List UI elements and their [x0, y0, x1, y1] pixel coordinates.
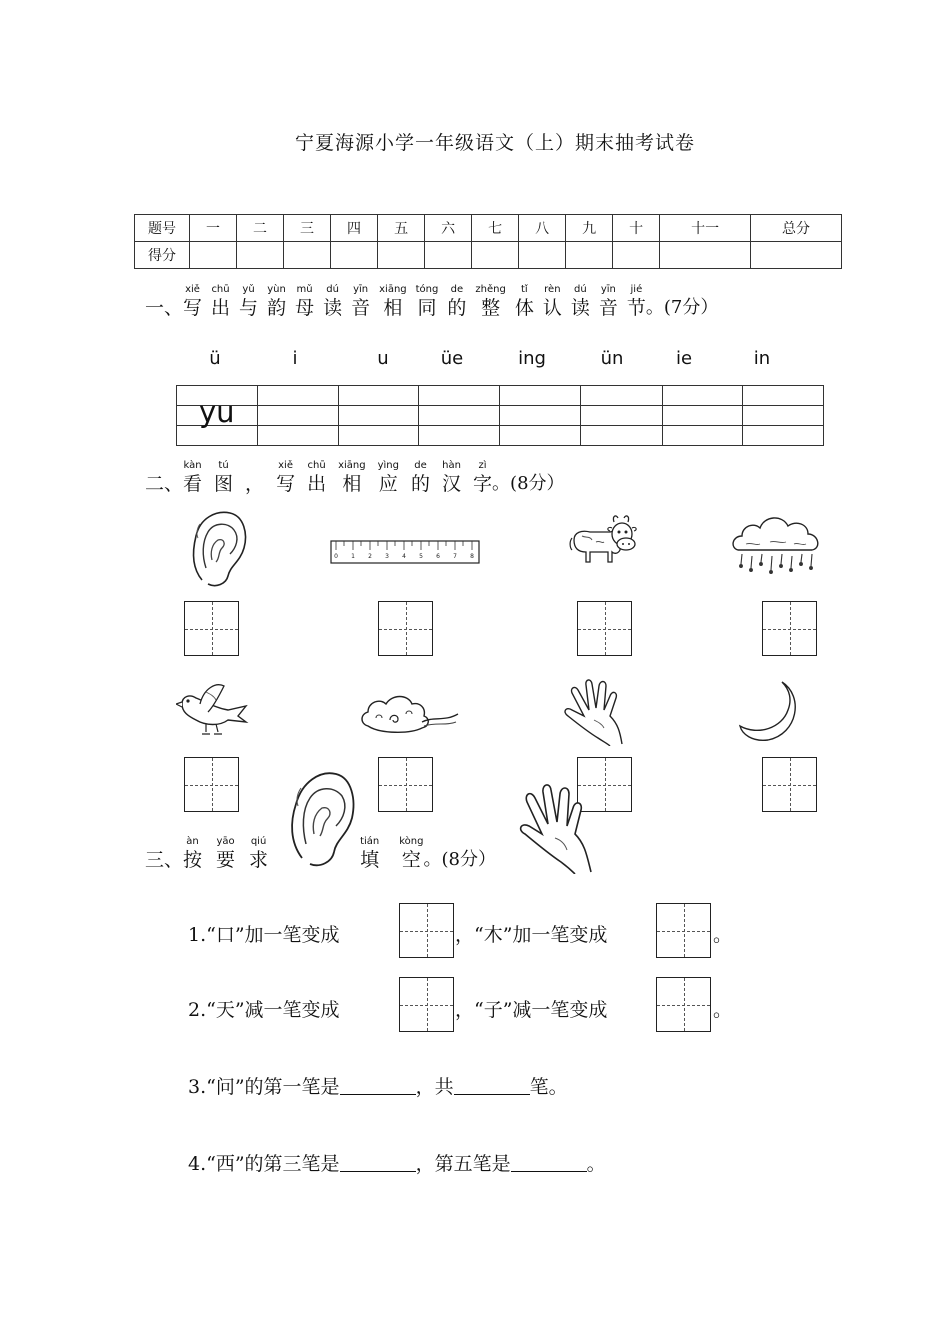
hanzi: 体 [514, 297, 534, 319]
question-4-part-b: ，第五笔是 [415, 1153, 511, 1175]
hanzi: 母 [295, 297, 315, 319]
hanzi: 音 [351, 297, 371, 319]
pinyin: chū [211, 284, 230, 295]
ruler-tick-label: 4 [402, 553, 406, 560]
tianzige-box[interactable] [378, 757, 433, 812]
tianzige-box[interactable] [378, 601, 433, 656]
pinyin: dú [326, 284, 339, 295]
hanzi: 音 [598, 297, 618, 319]
ruler-tick-label: 8 [470, 553, 474, 560]
hanzi: 出 [211, 297, 231, 319]
tianzige-box[interactable] [399, 977, 454, 1032]
score-table-score-row [135, 242, 842, 269]
question-1-part-b: ，“木”加一笔变成 [455, 924, 608, 946]
pinyin: chū [307, 460, 326, 471]
pinyin: kòng [399, 836, 424, 847]
pinyin: jié [630, 284, 643, 295]
pinyin: zhěng [475, 284, 506, 295]
table-cell: 十一 [660, 215, 751, 242]
hanzi: 相 [383, 297, 403, 319]
hanzi: 按 [183, 849, 203, 871]
hanzi: 看 [183, 473, 203, 495]
final-label: ing [518, 348, 546, 369]
section-number: 二、 [145, 473, 184, 495]
question-2-part-b: ，“子”减一笔变成 [455, 999, 608, 1021]
table-cell: 八 [519, 215, 566, 242]
table-cell: 总分 [751, 215, 842, 242]
question-4-end: 。 [586, 1153, 606, 1175]
pinyin: tǐ [520, 284, 528, 295]
pinyin: zì [478, 460, 487, 471]
hanzi: 求 [249, 849, 269, 871]
sample-answer: yu [199, 395, 235, 429]
tianzige-box[interactable] [762, 757, 817, 812]
question-3-part-b: ，共 [415, 1076, 454, 1098]
score-cell[interactable] [751, 242, 842, 269]
hand-picture [558, 676, 630, 746]
ruler-tick-label: 0 [334, 553, 338, 560]
hanzi: 应 [378, 473, 398, 495]
section-number: 三、 [145, 849, 184, 871]
score-cell[interactable] [472, 242, 519, 269]
table-cell: 四 [331, 215, 378, 242]
hanzi: 的 [447, 297, 467, 319]
hanzi: 认 [542, 297, 562, 319]
table-cell: 九 [566, 215, 613, 242]
hanzi: 要 [216, 849, 236, 871]
question-1-end: 。 [713, 924, 733, 946]
hanzi: 写 [276, 473, 296, 495]
hanzi: 读 [323, 297, 343, 319]
score-cell[interactable] [425, 242, 472, 269]
fill-blank[interactable] [340, 1074, 416, 1095]
section-score: 。(8分） [423, 849, 496, 870]
section2-heading [145, 458, 565, 495]
ruler-tick-label: 7 [453, 553, 457, 560]
final-label: i [292, 348, 298, 369]
answer-grid[interactable] [176, 385, 824, 446]
table-cell: 七 [472, 215, 519, 242]
section-score: 。(8分） [492, 473, 565, 494]
pinyin: tián [360, 836, 380, 847]
pinyin: yīn [600, 284, 616, 295]
score-cell[interactable] [237, 242, 284, 269]
pinyin: yīn [353, 284, 369, 295]
final-label: üe [440, 348, 464, 369]
pinyin: yāo [216, 836, 235, 847]
hand-picture [515, 778, 599, 874]
ear-picture [188, 508, 250, 588]
tianzige-box[interactable] [762, 601, 817, 656]
pinyin: dú [574, 284, 587, 295]
tianzige-box[interactable] [184, 601, 239, 656]
hanzi: 与 [239, 297, 259, 319]
score-cell[interactable] [519, 242, 566, 269]
score-table-header-row [135, 215, 842, 242]
table-cell: 六 [425, 215, 472, 242]
question-3-part-a: 3.“问”的第一笔是 [188, 1076, 340, 1098]
pinyin: àn [186, 836, 199, 847]
tianzige-box[interactable] [656, 977, 711, 1032]
score-cell[interactable] [284, 242, 331, 269]
fill-blank[interactable] [340, 1151, 416, 1172]
section1-heading [145, 282, 718, 319]
table-cell: 得分 [135, 242, 190, 269]
hanzi: 读 [570, 297, 590, 319]
table-cell: 五 [378, 215, 425, 242]
question-4-part-a: 4.“西”的第三笔是 [188, 1153, 340, 1175]
hanzi: 汉 [442, 473, 462, 495]
fill-blank[interactable] [454, 1074, 530, 1095]
pinyin: xiě [185, 284, 200, 295]
hanzi: 相 [342, 473, 362, 495]
question-2-part-a: 2.“天”减一笔变成 [188, 999, 340, 1021]
cow-picture [568, 512, 640, 570]
hanzi: 同 [417, 297, 437, 319]
ruler-tick-label: 5 [419, 553, 423, 560]
pinyin: rèn [544, 284, 561, 295]
hanzi: 整 [481, 297, 501, 319]
pinyin: kàn [183, 460, 202, 471]
hanzi: 韵 [267, 297, 287, 319]
pinyin: yǔ [242, 284, 255, 295]
ruler-picture [330, 538, 482, 568]
pinyin: tóng [415, 284, 439, 295]
rain-cloud-picture [730, 512, 822, 582]
question-2-end: 。 [713, 999, 733, 1021]
pinyin: de [414, 460, 427, 471]
hanzi: 写 [183, 297, 203, 319]
final-label: ü [209, 348, 221, 369]
table-cell: 三 [284, 215, 331, 242]
score-cell[interactable] [190, 242, 237, 269]
score-cell[interactable] [331, 242, 378, 269]
score-cell[interactable] [660, 242, 751, 269]
score-cell[interactable] [378, 242, 425, 269]
pinyin: de [450, 284, 464, 295]
hanzi: 字 [473, 473, 493, 495]
hanzi: 出 [307, 473, 327, 495]
hanzi: 的 [411, 473, 431, 495]
pinyin: yìng [377, 460, 399, 471]
ruler-tick-label: 2 [368, 553, 372, 560]
final-label: u [377, 348, 389, 369]
page-title: 宁夏海源小学一年级语文（上）期末抽考试卷 [294, 132, 695, 154]
cloud-picture [360, 692, 460, 738]
fill-blank[interactable] [511, 1151, 587, 1172]
tianzige-box[interactable] [577, 601, 632, 656]
table-cell: 二 [237, 215, 284, 242]
final-label: ün [600, 348, 624, 369]
pinyin: qiú [250, 836, 267, 847]
score-cell[interactable] [613, 242, 660, 269]
pinyin: xiāng [379, 284, 407, 295]
section-score: 。(7分） [645, 297, 719, 318]
question-3 [188, 1074, 568, 1100]
table-cell: 一 [190, 215, 237, 242]
table-cell: 十 [613, 215, 660, 242]
pinyin: hàn [442, 460, 461, 471]
ruler-tick-label: 1 [351, 553, 355, 560]
section3-heading [145, 834, 496, 871]
final-label: in [753, 348, 771, 369]
ruler-tick-label: 6 [436, 553, 440, 560]
pinyin: xiě [278, 460, 293, 471]
pinyin: xiāng [338, 460, 366, 471]
tianzige-box[interactable] [656, 903, 711, 958]
hanzi: 图 [214, 473, 234, 495]
pinyin: tú [218, 460, 229, 471]
punctuation: ， [245, 473, 265, 495]
tianzige-box[interactable] [184, 757, 239, 812]
ruler-tick-label: 3 [385, 553, 389, 560]
hanzi: 填 [360, 849, 380, 871]
question-3-end: 笔。 [529, 1076, 568, 1098]
question-4 [188, 1151, 606, 1177]
final-label: ie [675, 348, 693, 369]
section-number: 一、 [145, 297, 184, 319]
question-1-part-a: 1.“口”加一笔变成 [188, 924, 340, 946]
pinyin: yùn [267, 284, 286, 295]
pinyin: mǔ [296, 284, 313, 295]
hanzi: 节 [626, 297, 646, 319]
score-table [134, 214, 842, 269]
moon-picture [738, 678, 802, 744]
hanzi: 空 [401, 849, 421, 871]
table-cell: 题号 [135, 215, 190, 242]
bird-picture [176, 680, 250, 736]
tianzige-box[interactable] [399, 903, 454, 958]
score-cell[interactable] [566, 242, 613, 269]
